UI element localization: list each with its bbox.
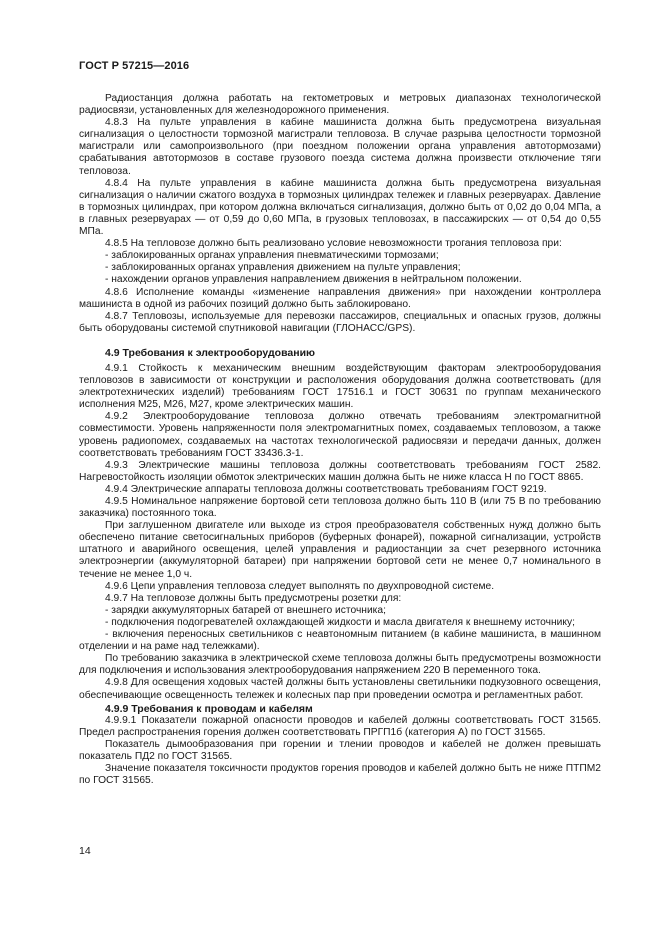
list-item: - нахождении органов управления направлением движения в нейтральном положении. — [105, 274, 522, 286]
paragraph: Показатель дымообразования при горении и тлении проводов и кабелей не должен превышать показатель ПД2 по ГОСТ 31565. — [79, 738, 601, 762]
section-4-9 — [79, 363, 601, 702]
paragraph-4-8-7: 4.8.7 Тепловозы, используемые для перевозки пассажиров, специальных и опасных грузов, должны быть оборудованы системой спутниковой навигации (ГЛОНАСС/GPS). — [79, 310, 601, 334]
paragraph-4-9-1: 4.9.1 Стойкость к механическим внешним воздействующим факторам электрооборудования тепловозов в зависимости от конструкции и расположения оборудования должна соответствовать (для электротехнических изделий) требованиям ГОСТ 17516.1 и ГОСТ 30631 по группам механического исполнения М25, М26, М27, кроме электрических машин. — [79, 362, 601, 411]
paragraph-4-9-7: 4.9.7 На тепловозе должны быть предусмотрены розетки для: — [105, 592, 402, 604]
paragraph-4-8-3: 4.8.3 На пульте управления в кабине машиниста должна быть предусмотрена визуальная сигнализация о целостности тормозной магистрали тепловоза. В случае разрыва целостности тормозной магистрали или самопроизвольного (при поездном положении органа управления автотормозами) срабатывания автотормозов в составе грузового поезда система должна произвести отключение тяги тепловоза. — [79, 117, 601, 177]
list-item: - подключения подогревателей охлаждающей жидкости и масла двигателя к внешнему источнику; — [105, 616, 575, 628]
document-code-header: ГОСТ Р 57215—2016 — [79, 60, 190, 72]
paragraph-4-9-2: 4.9.2 Электрооборудование тепловоза должно отвечать требованиям электромагнитной совместимости. Уровень напряженности поля электромагнитных помех, создаваемых тепловозом, а также уровень радиопомех, создаваемых на частотах технологической радиосвязи и передачи данных, должен соответствовать требованиям ГОСТ 33436.3-1. — [79, 411, 601, 459]
paragraph: Значение показателя токсичности продуктов горения проводов и кабелей должно быть не ниже ПТПМ2 по ГОСТ 31565. — [79, 763, 601, 787]
paragraph: При заглушенном двигателе или выходе из строя преобразователя собственных нужд должно быть обеспечено питание светосигнальных приборов (буферных фонарей), пожарной сигнализации, устройств штатного и аварийного освещения, целей управления и радиостанции за счет резервного источника электроэнергии (аккумуляторной батареи) при напряжении бортовой сети не менее 0,7 номинального в течение не менее 1,0 ч. — [79, 520, 601, 580]
paragraph: По требованию заказчика в электрической схеме тепловоза должны быть предусмотрены возможности для подключения и использования электрооборудования напряжением 220 В переменного тока. — [79, 653, 601, 677]
section-4-9-9 — [79, 715, 601, 788]
paragraph-4-9-4: 4.9.4 Электрические аппараты тепловоза должны соответствовать требованиям ГОСТ 9219. — [105, 483, 547, 495]
paragraph-4-8-6: 4.8.6 Исполнение команды «изменение направления движения» при нахождении контроллера машиниста в одной из рабочих позиций должно быть заблокировано. — [79, 286, 601, 310]
list-item: - заблокированных органах управления движением на пульте управления; — [105, 262, 461, 274]
paragraph-4-9-5: 4.9.5 Номинальное напряжение бортовой сети тепловоза должно быть 110 В (или 75 В по требованию заказчика) постоянного тока. — [79, 496, 601, 520]
list-item: - зарядки аккумуляторных батарей от внешнего источника; — [105, 604, 386, 616]
paragraph-4-9-9-1: 4.9.9.1 Показатели пожарной опасности проводов и кабелей должны соответствовать ГОСТ 31565. Предел распространения горения должен соответствовать ПРГП1б (категория А) по ГОСТ 31565. — [79, 714, 601, 738]
list-item: - заблокированных органах управления пневматическими тормозами; — [105, 250, 439, 262]
paragraph-4-8-5: 4.8.5 На тепловозе должно быть реализовано условие невозможности трогания тепловоза при: — [105, 238, 562, 250]
list-item: - включения переносных светильников с неавтономным питанием (в кабине машиниста, в машинном отделении и на раме над тележками). — [79, 629, 601, 653]
page-number: 14 — [79, 845, 91, 857]
section-4-8-continued — [79, 93, 601, 335]
paragraph-4-9-6: 4.9.6 Цепи управления тепловоза следует выполнять по двухпроводной системе. — [105, 580, 495, 592]
document-body — [79, 93, 601, 787]
paragraph-4-9-3: 4.9.3 Электрические машины тепловоза должны соответствовать требованиям ГОСТ 2582. Нагревостойкость изоляции обмоток электрических машин должна быть не ниже класса Н по ГОСТ 8865. — [79, 459, 601, 483]
paragraph-4-9-8: 4.9.8 Для освещения ходовых частей должны быть установлены светильники подкузовного освещения, обеспечивающие освещенность тележек и колесных пар при проведении осмотра и регламентных работ. — [79, 677, 601, 701]
paragraph-4-8-4: 4.8.4 На пульте управления в кабине машиниста должна быть предусмотрена визуальная сигнализация о наличии сжатого воздуха в тормозных цилиндрах тележек и главных резервуарах. Давление в тормозных цилиндрах, при котором должна включаться сигнализация, должно быть от 0,02 до 0,04 МПа, а в главных резервуарах — от 0,59 до 0,60 МПа, в грузовых тепловозах, в пассажирских — от 0,54 до 0,55 МПа. — [79, 177, 601, 238]
section-heading-4-9: 4.9 Требования к электрооборудованию — [105, 346, 316, 359]
section-heading-4-9-9: 4.9.9 Требования к проводам и кабелям — [105, 702, 313, 715]
paragraph: Радиостанция должна работать на гектометровых и метровых диапазонах технологической радиосвязи, установленных для железнодорожного применения. — [79, 93, 601, 117]
